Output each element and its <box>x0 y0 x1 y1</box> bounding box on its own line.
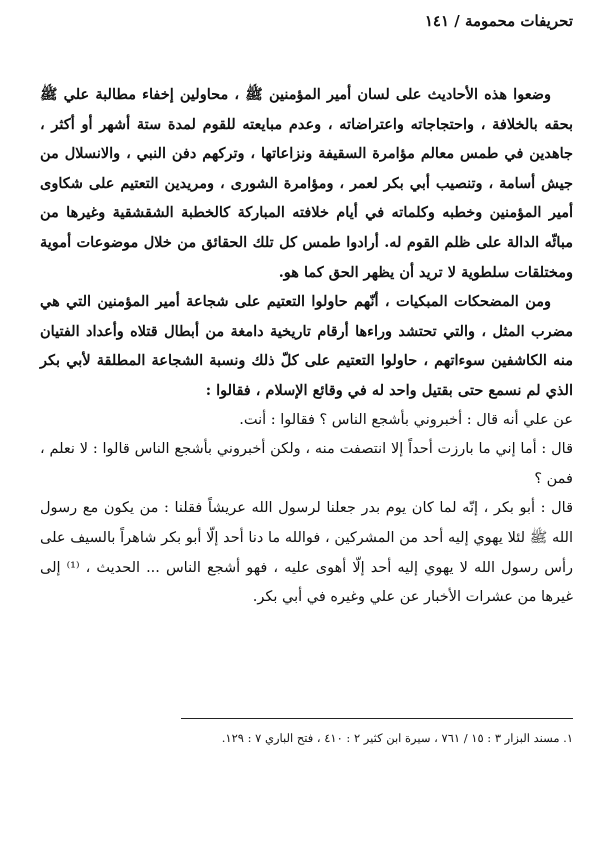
running-header: تحريفات محمومة / ١٤١ <box>424 12 573 30</box>
paragraph: وضعوا هذه الأحاديث على لسان أمير المؤمنين ﷺ ، محاولين إخفاء مطالبة علي ﷺ بحقه بالخلافة ، واحتجاجاته واعتراضاته ، وعدم مبايعته للقوم لمدة ستة أشهر أو أكثر ، جاهدين في طمس معالم مؤامرة السقيفة ونزاعاتها ، وتركهم دفن النبي ، والانسلال من جيش أسامة ، وتنصيب أبي بكر لعمر ، ومؤامرة الشورى ، ومريدين التعتيم على شكاوى أمير المؤمنين وخطبه وكلماته في أيام خلافته المباركة كالخطبة الشقشقية وغيرها من مبائّه الدالة على ظلم القوم له. أرادوا طمس كل تلك الحقائق من خلال موضوعات أموية ومختلقات سلطوية لا تريد أن يظهر الحق كما هو. <box>40 86 573 281</box>
paragraph: قال : أبو بكر ، إنّه لما كان يوم بدر جعلنا لرسول الله عريشاً فقلنا : من يكون مع رسول الله ﷺ لئلا يهوي إليه أحد من المشركين ، فوالله ما دنا أحد إلّا أبو بكر شاهراً بالسيف على رأس رسول الله لا يهوي إليه أحد إلّا أهوى عليه ، فهو أشجع الناس ... الحديث ، ⁽¹⁾ إلى غيرها من عشرات الأخبار عن علي وغيره في أبي بكر. <box>40 500 574 606</box>
paragraph: عن علي أنه قال : أخبروني بأشجع الناس ؟ فقالوا : أنت. <box>239 411 573 428</box>
paragraph: قال : أما إني ما بارزت أحداً إلا انتصفت منه ، ولكن أخبروني بأشجع الناس قالوا : لا نعلم ، فمن ؟ <box>40 441 573 487</box>
body-text <box>40 80 573 613</box>
paragraph: ومن المضحكات المبكيات ، أنّهم حاولوا التعتيم على شجاعة أمير المؤمنين التي هي مضرب المثل ، والتي تحتشد وراءها أرقام تاريخية دامغة من أبطال قتلاه وأعداد الفتيان منه الكاشفين سوءاتهم ، حاولوا التعتيم على كلّ ذلك ونسبة الشجاعة المطلقة لأبي بكر الذي لم نسمع حتى بقتيل واحد له في وقائع الإسلام ، فقالوا : <box>40 293 573 399</box>
footnote-divider <box>181 718 573 719</box>
footnote: ١. مسند البزار ٣ : ١٥ / ٧٦١ ، سيرة ابن كثير ٢ : ٤١٠ ، فتح الباري ٧ : ١٢٩. <box>221 731 573 745</box>
